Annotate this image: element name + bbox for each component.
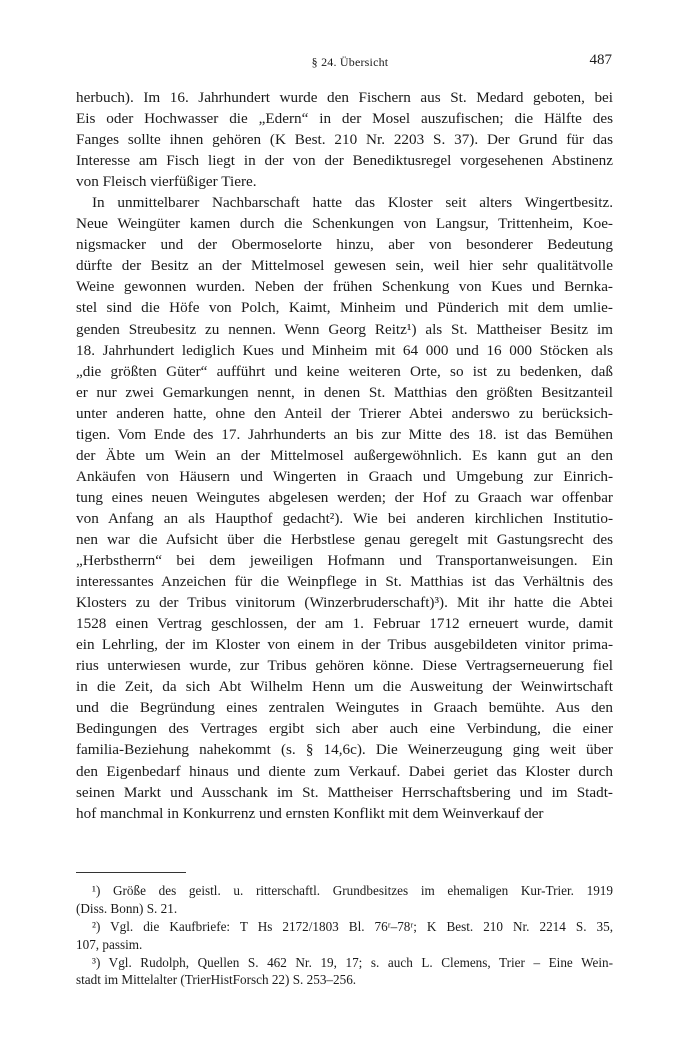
text-line: dürfte der Besitz an der Mittelmosel gewesen sein, weil hier sehr qualitätvolle (76, 257, 613, 275)
text-line: in die Zeit, da sich Abt Wilhelm Henn um die Ausweitung der Weinwirtschaft (76, 678, 613, 696)
footnote-line: stadt im Mittelalter (TrierHistForsch 22) S. 253–256. (76, 972, 357, 988)
text-line: rius unterwiesen wurde, zur Tribus gehören könne. Diese Vertragserneuerung fiel (76, 657, 613, 675)
text-line: nen war die Aufsicht über die Herbstlese genau geregelt mit Gastungsrecht des (76, 530, 613, 548)
text-line: der Äbte um Wein an der Mittelmosel außergewöhnlich. Es kann gut an den (76, 446, 613, 464)
text-line: Fanges sollte ihnen gehören (K Best. 210 Nr. 2203 S. 37). Der Grund für das (76, 131, 613, 149)
page-number: 487 (589, 52, 612, 68)
text-line: interessantes Anzeichen für die Weinpflege in St. Matthias ist das Verhältnis des (76, 573, 613, 591)
text-line: herbuch). Im 16. Jahrhundert wurde den Fischern aus St. Medard geboten, bei (76, 89, 613, 106)
text-line: und die Begründung eines zentralen Weingutes in Graach bemühte. Aus den (76, 699, 613, 717)
text-line: Bedingungen des Vertrages ergibt sich aber auch eine Verbindung, die einer (76, 720, 613, 738)
text-line: „Herbstherrn“ bei dem jeweiligen Hofmann und Transportanweisungen. Ein (76, 552, 613, 570)
main-text (76, 87, 613, 824)
footnote-line: (Diss. Bonn) S. 21. (76, 900, 178, 916)
text-line: Eis oder Hochwasser die „Edern“ in der Mosel auszufischen; die Hälfte des (76, 110, 613, 128)
text-line: familia-Beziehung nahekommt (s. § 14,6c). Die Weinerzeugung ging weit über (76, 741, 613, 759)
text-line: hof manchmal in Konkurrenz und ernsten Konflikt mit dem Weinverkauf der (76, 804, 544, 822)
text-line: ein Lehrling, der im Kloster von einem in der Tribus ausgebildeten vinitor prima- (76, 636, 613, 654)
text-line: tigen. Vom Ende des 17. Jahrhunderts an bis zur Mitte des 18. ist das Bemühen (76, 425, 613, 443)
text-line: nigsmacker und der Obermoselorte hinzu, aber von besonderer Bedeutung (76, 236, 613, 254)
text-line: von Anfang an als Haupthof gedacht²). Wie bei anderen kirchlichen Institutio- (76, 509, 613, 527)
text-line: Interesse am Fisch liegt in der von der Benediktusregel vorgesehenen Abstinenz (76, 152, 613, 170)
text-line: genden Streubesitz zu nennen. Wenn Georg Reitz¹) als St. Mattheiser Besitz im (76, 320, 613, 338)
text-line: stel sind die Höfe von Polch, Kaimt, Minheim und Pünderich mit dem umlie- (76, 299, 613, 317)
footnote-rule (76, 872, 186, 873)
text-line: tung eines neuen Weingutes abgelesen werden; der Hof zu Graach war offenbar (76, 488, 613, 506)
text-line: Klosters zu der Tribus vinitorum (Winzerbruderschaft)³). Mit ihr hatte die Abtei (76, 594, 613, 612)
text-line: Neue Weingüter kamen durch die Schenkungen von Langsur, Trittenheim, Koe- (76, 215, 613, 233)
text-line: Weine gewonnen wurden. Neben der frühen Schenkung von Kues und Bernka- (76, 278, 613, 296)
footnotes (76, 882, 613, 989)
text-line: seinen Markt und Ausschank im St. Mattheiser Herrschaftsbering und im Stadt- (76, 783, 613, 801)
footnote-line: ²) Vgl. die Kaufbriefe: T Hs 2172/1803 Bl. 76ʳ–78ʳ; K Best. 210 Nr. 2214 S. 35, (92, 918, 613, 934)
footnote-line: ³) Vgl. Rudolph, Quellen S. 462 Nr. 19, 17; s. auch L. Clemens, Trier – Eine Wein- (92, 954, 613, 970)
text-line: Ankäufen von Häusern und Wingerten in Graach und Umgebung zur Einrich- (76, 467, 613, 485)
text-line: den Eigenbedarf hinaus und diente zum Verkauf. Dabei geriet das Kloster durch (76, 762, 613, 780)
text-line: „die größten Güter“ aufführt und keine weiteren Orte, so ist zu bedenken, daß (76, 362, 613, 380)
text-line: von Fleisch vierfüßiger Tiere. (76, 173, 257, 191)
text-line: 18. Jahrhundert lediglich Kues und Minheim mit 64 000 und 16 000 Stöcken als (76, 341, 613, 359)
text-line: er nur zwei Gemarkungen nennt, in denen St. Matthias den größten Besitzanteil (76, 383, 613, 401)
text-line: unter anderen hatte, ohne den Anteil der Trierer Abtei anderswo zu berücksich- (76, 404, 613, 422)
footnote-line: 107, passim. (76, 936, 143, 952)
running-head: § 24. Übersicht (311, 55, 389, 69)
footnote-line: ¹) Größe des geistl. u. ritterschaftl. Grundbesitzes im ehemaligen Kur-Trier. 1919 (92, 883, 613, 898)
text-line: In unmittelbarer Nachbarschaft hatte das Kloster seit alters Wingertbesitz. (92, 194, 613, 212)
text-line: 1528 einen Vertrag geschlossen, der am 1. Februar 1712 erneuert wurde, damit (76, 615, 613, 633)
page-header (0, 52, 700, 72)
